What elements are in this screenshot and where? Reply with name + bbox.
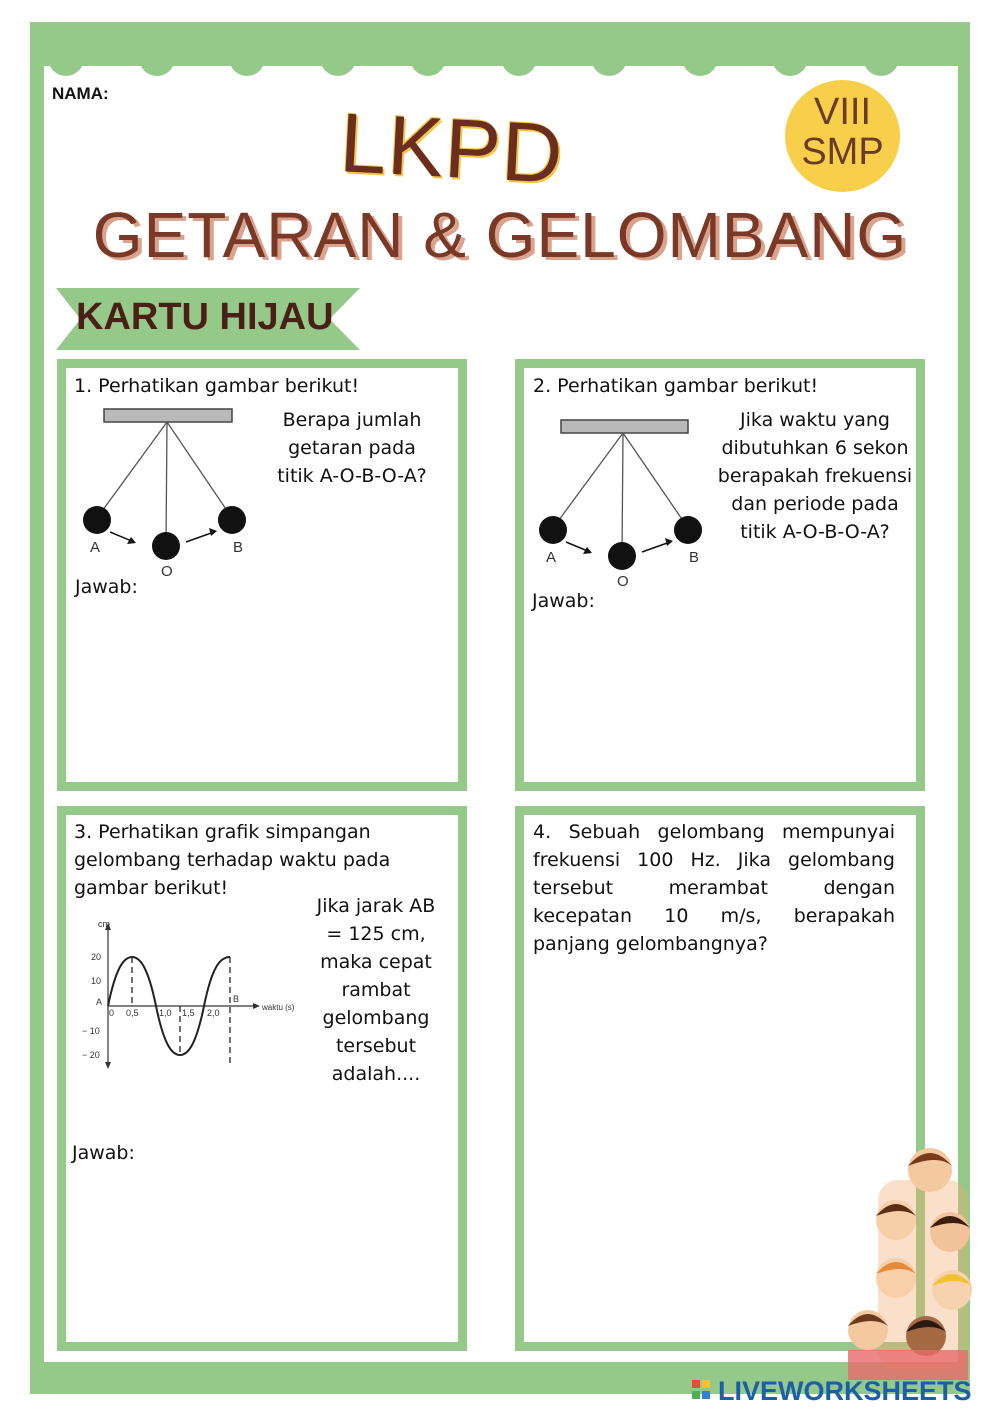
- logo-block: [702, 1391, 710, 1399]
- scallop: [591, 40, 627, 76]
- pendulum-bob-b: [218, 506, 246, 534]
- logo-block: [692, 1391, 700, 1399]
- grade-badge: [785, 80, 900, 192]
- scallop: [48, 40, 84, 76]
- pendulum-support: [104, 409, 232, 422]
- name-label: NAMA:: [52, 84, 109, 103]
- x-tick-1-0: 1,0: [159, 1008, 172, 1018]
- page-title: LKPD: [337, 95, 566, 201]
- point-a-label: A: [96, 997, 103, 1007]
- wave-graph: [76, 915, 306, 1075]
- answer-label-3: Jawab:: [72, 1142, 135, 1164]
- pendulum-figure-1: [76, 404, 261, 582]
- answer-label-2: Jawab:: [532, 590, 595, 612]
- scallop: [410, 40, 446, 76]
- scallop: [501, 40, 537, 76]
- scallop: [863, 40, 899, 76]
- pendulum-string-o: [166, 422, 167, 545]
- label-a: A: [90, 539, 101, 556]
- label-o: O: [617, 573, 629, 590]
- label-a: A: [546, 549, 557, 566]
- liveworksheets-logo[interactable]: LIVEWORKSHEETS: [718, 1376, 972, 1406]
- scallop: [682, 40, 718, 76]
- answer-label-1: Jawab:: [75, 576, 138, 598]
- page-subtitle: GETARAN & GELOMBANG: [92, 199, 908, 271]
- scallop: [320, 40, 356, 76]
- section-banner-label: KARTU HIJAU: [76, 296, 334, 338]
- y-tick-10: 10: [91, 976, 102, 986]
- label-b: B: [689, 549, 700, 566]
- x-tick-1-5: 1,5: [182, 1008, 195, 1018]
- logo-block: [702, 1380, 710, 1388]
- liveworksheets-icon: [692, 1378, 712, 1404]
- question-1-text: Berapa jumlah getaran pada titik A-O-B-O-A?: [277, 409, 427, 487]
- x-axis-label: waktu (s): [262, 1003, 295, 1012]
- y-axis-arrowhead-bottom: [105, 1062, 111, 1069]
- pendulum-string-a: [553, 433, 623, 528]
- question-3-heading: 3. Perhatikan grafik simpangan gelombang terhadap waktu pada gambar berikut!: [74, 821, 391, 899]
- motion-arrowhead-2: [209, 528, 217, 536]
- pendulum-bob-a: [83, 506, 111, 534]
- pendulum-string-o: [622, 433, 623, 555]
- pendulum-bob-o: [608, 542, 636, 570]
- y-tick-minus-10: − 10: [82, 1026, 100, 1036]
- motion-arrow-2: [186, 532, 214, 542]
- motion-arrow-2: [642, 542, 670, 552]
- y-unit: cm: [98, 919, 110, 929]
- pendulum-bob-a: [539, 516, 567, 544]
- point-b-label: B: [233, 994, 240, 1004]
- motion-arrowhead-1: [127, 537, 136, 544]
- pendulum-string-b: [167, 422, 232, 518]
- pendulum-bob-o: [152, 532, 180, 560]
- scallop: [139, 40, 175, 76]
- motion-arrowhead-2: [665, 538, 673, 546]
- motion-arrowhead-1: [583, 547, 592, 554]
- x-tick-2-0: 2,0: [207, 1008, 220, 1018]
- pendulum-support: [561, 420, 688, 433]
- scallop: [772, 40, 808, 76]
- children-illustration: [838, 1140, 978, 1380]
- question-3-text: Jika jarak AB = 125 cm, maka cepat rambat gelombang tersebut adalah....: [316, 895, 436, 1085]
- question-2-text: Jika waktu yang dibutuhkan 6 sekon berapakah frekuensi dan periode pada titik A-O-B-O-A?: [717, 409, 913, 543]
- question-4-text: 4. Sebuah gelombang mempunyai frekuensi 100 Hz. Jika gelombang tersebut merambat dengan kecepatan 10 m/s, berapakah panjang gelombangnya?: [533, 821, 895, 955]
- x-axis-arrowhead: [253, 1003, 260, 1009]
- question-2-heading: 2. Perhatikan gambar berikut!: [533, 375, 819, 397]
- pendulum-figure-2: [532, 414, 717, 592]
- question-1-heading: 1. Perhatikan gambar berikut!: [74, 375, 360, 397]
- y-tick-20: 20: [91, 952, 102, 962]
- grade-badge-line1: VIII: [813, 91, 872, 133]
- label-b: B: [233, 539, 244, 556]
- pendulum-string-a: [97, 422, 167, 518]
- y-tick-minus-20: − 20: [82, 1050, 100, 1060]
- pendulum-bob-b: [674, 516, 702, 544]
- label-o: O: [161, 563, 173, 580]
- x-tick-0-5: 0,5: [126, 1008, 139, 1018]
- grade-badge-line2: SMP: [801, 131, 884, 173]
- x-tick-0: 0: [109, 1008, 115, 1018]
- pendulum-string-b: [623, 433, 688, 528]
- scallop: [229, 40, 265, 76]
- logo-block: [692, 1380, 700, 1388]
